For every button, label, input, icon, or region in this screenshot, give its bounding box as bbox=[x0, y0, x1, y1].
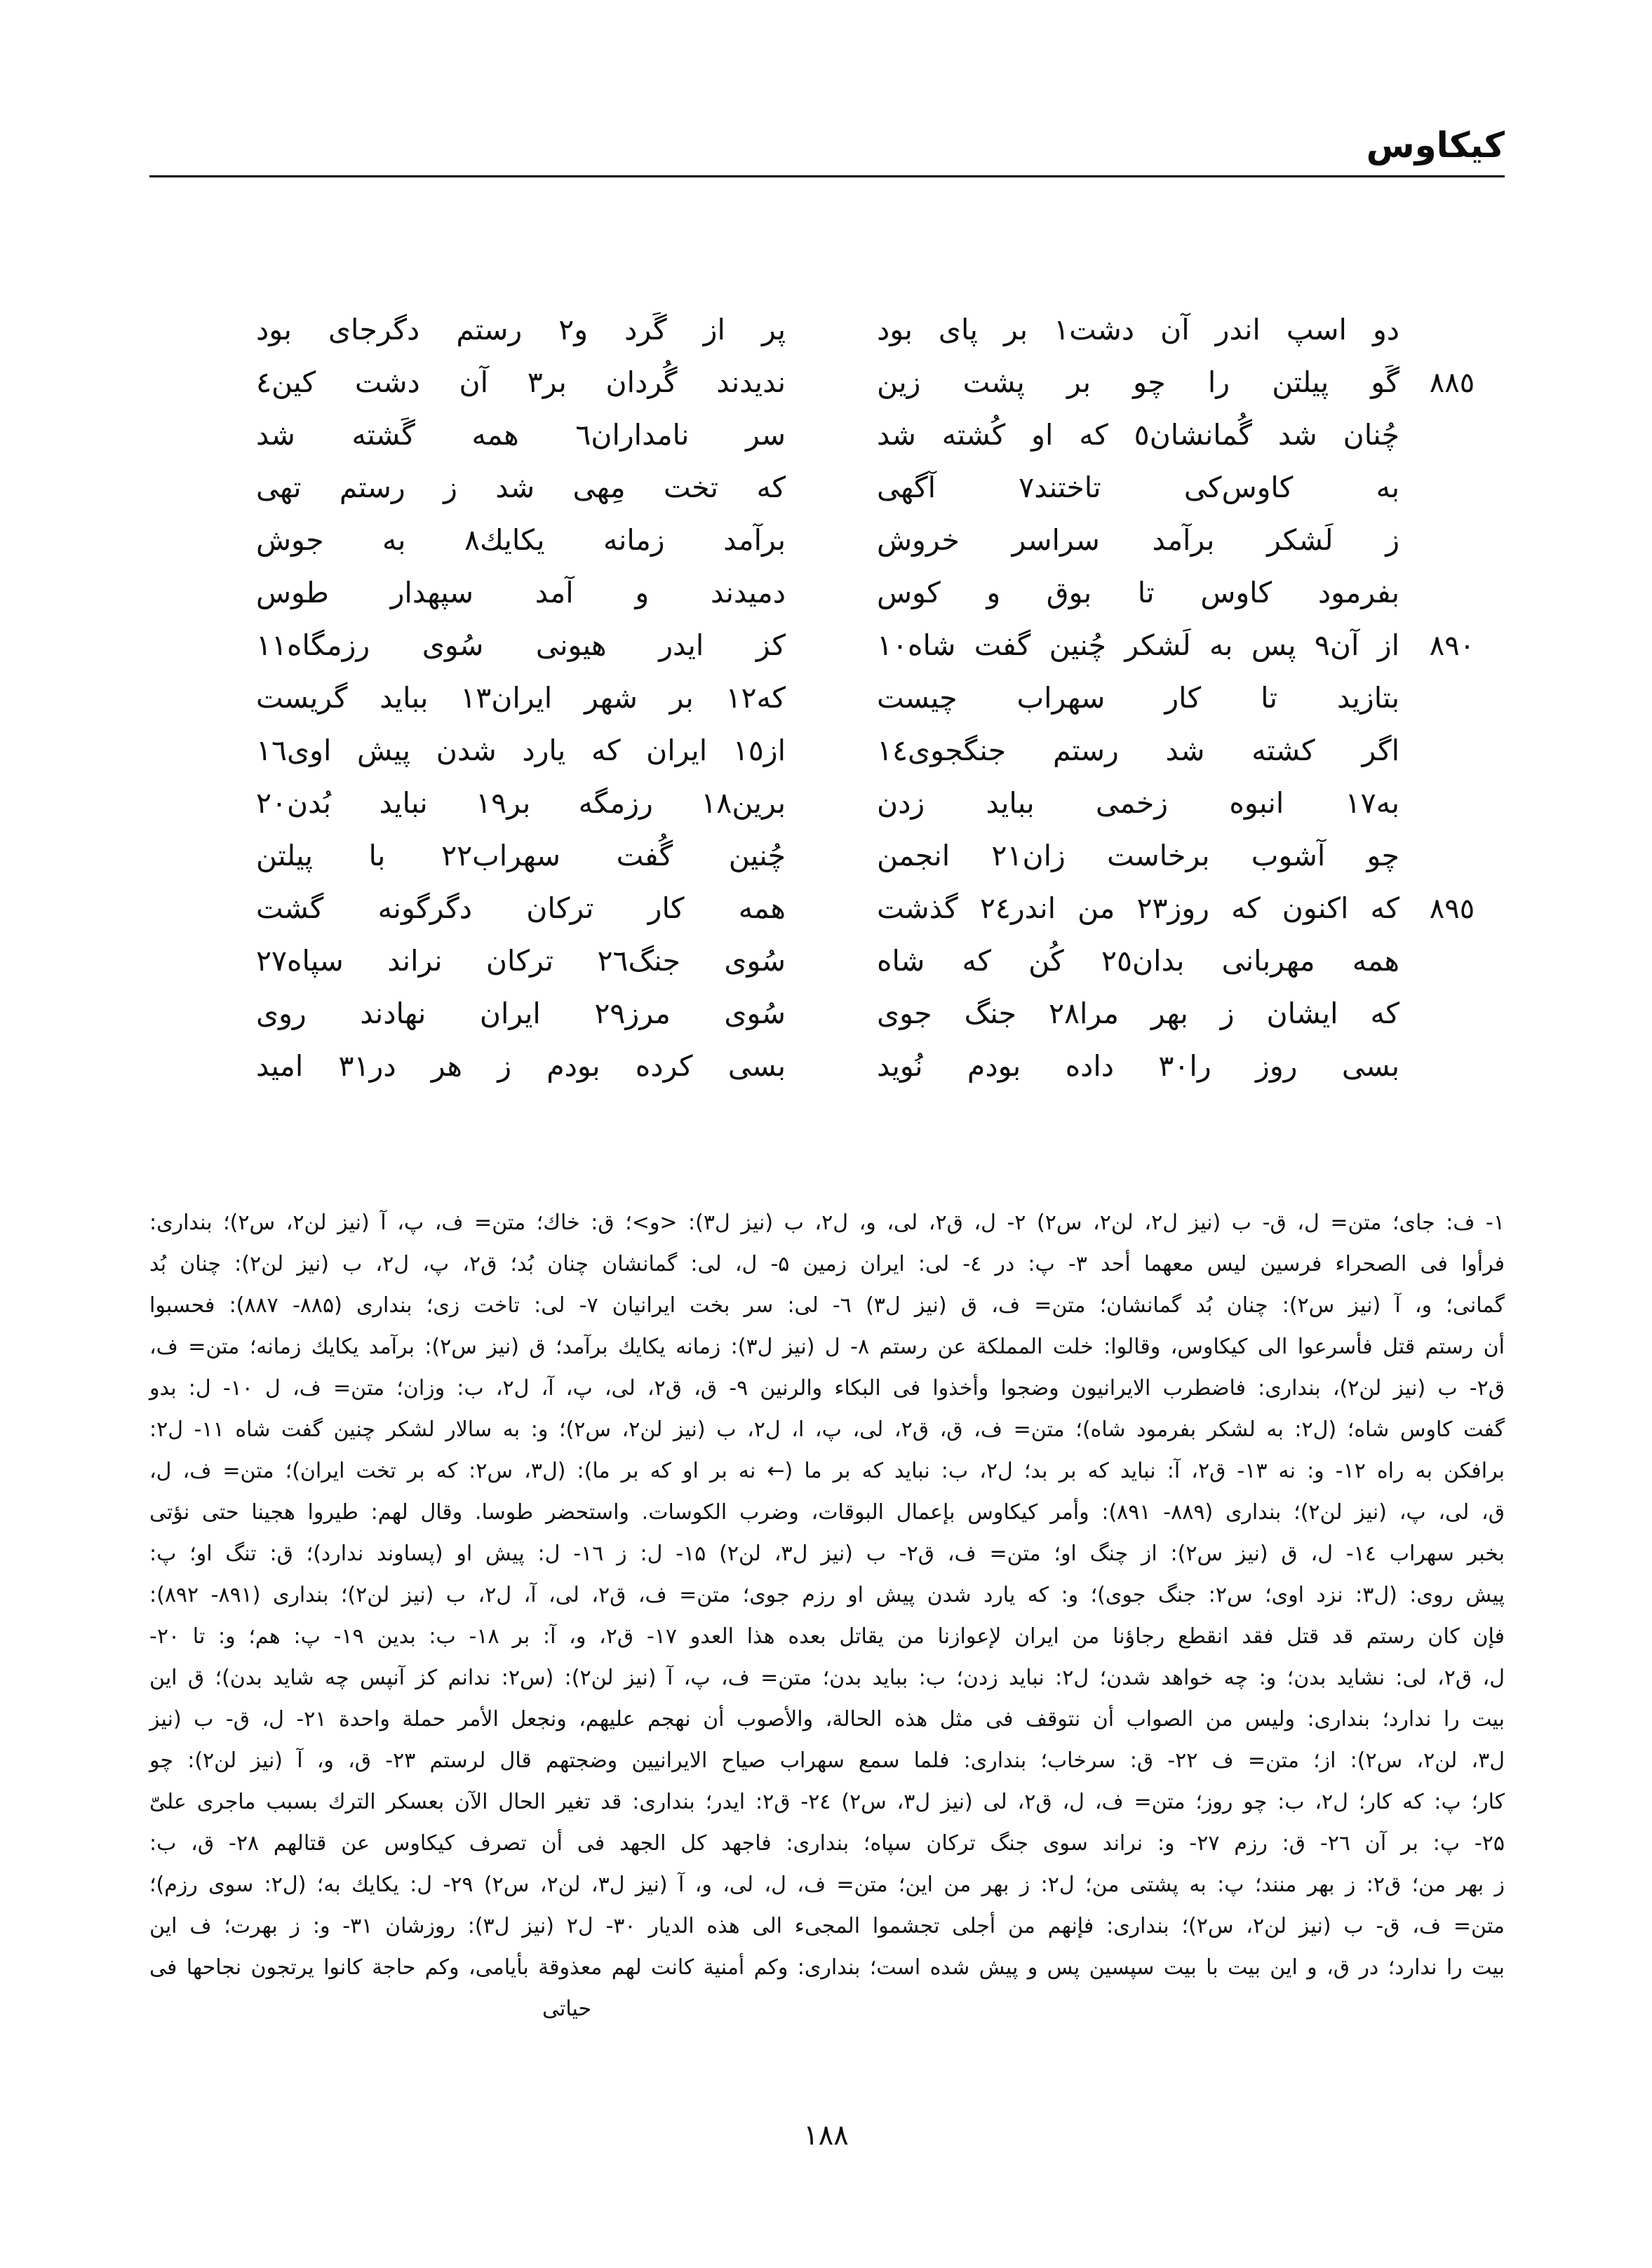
hemistich-second: برآمد زمانه یکایك٨ به جوش bbox=[256, 523, 786, 557]
footnote-line: أن رستم قتل فأسرعوا الی کیکاوس، وقالوا: خلت المملکة عن رستم ۸- ل (نیز ل۳): زمانه یکایك برآمد؛ ق (نیز س۲): برآمد یکایك زمانه؛ متن= ف، bbox=[149, 1335, 1505, 1359]
hemistich-first: چو آشوب برخاست زان٢١ انجمن bbox=[877, 839, 1399, 872]
hemistich-first: گَو پیلتن را چو بر پشت زین bbox=[877, 365, 1399, 399]
verse-row bbox=[149, 997, 1505, 1049]
footnote-line: ۲۵- پ: بر آن ۲٦- ق: رزم ۲۷- و: نراند سوی جنگ ترکان سپاه؛ بنداری: فاجهد کل الجهد فی أن تصرف کیکاوس عن قتالهم ۲۸- ق، ب: bbox=[149, 1831, 1505, 1856]
hemistich-second: که تخت مِهی شد ز رستم تهی bbox=[256, 471, 786, 504]
footnote-line: فإن کان رستم قد قتل فقد انقطع رجاؤنا من ایران لإعوازنا من یقاتل بعده هذا العدو ۱۷- ق۲، و، آ: بر ۱۸- ب: بدین ۱۹- پ: هم؛ و: تا ۲۰- bbox=[149, 1624, 1505, 1649]
hemistich-first: از آن٩ پس به لَشکر چُنین گفت شاه١٠ bbox=[877, 628, 1399, 662]
hemistich-second: بسی کرده بودم ز هر در٣١ امید bbox=[256, 1049, 786, 1083]
verse-row bbox=[149, 523, 1505, 576]
hemistich-second: کز ایدر هیونی سُوی رزمگاه١١ bbox=[256, 628, 786, 662]
hemistich-second: از١٥ ایران که یارد شدن پیش اوی١٦ bbox=[256, 734, 786, 767]
hemistich-second: سُوی مرز٢٩ ایران نهادند روی bbox=[256, 997, 786, 1030]
verse-row bbox=[149, 313, 1505, 365]
hemistich-first: ز لَشکر برآمد سراسر خروش bbox=[877, 523, 1399, 557]
verse-row bbox=[149, 365, 1505, 418]
footnote-line: متن= ف، ق- ب (نیز لن۲، س۲)؛ بنداری: فإنهم من أجلی تجشموا المجیء الی هذه الدیار ۳۰- ل۲ (نیز ل۳): روزشان ۳۱- و: ز بهرت؛ ف این bbox=[149, 1914, 1505, 1938]
verse-row bbox=[149, 1049, 1505, 1102]
footnote-line: ق۲- ب (نیز لن۲)، بنداری: فاضطرب الایرانیون وضجوا وأخذوا فی البکاء والرنین ۹- ق، ق۲، لی، پ، آ، ل۲، ب: وزان؛ متن= ف، ل ۱۰- ل: بدو bbox=[149, 1376, 1505, 1400]
footnote-line: ق، لی، پ، (نیز لن۲)؛ بنداری (۸۸۹- ۸۹۱): وأمر کیکاوس بإعمال البوقات، وضرب الکوسات. واستحضر طوسا. وقال لهم: طیروا هجینا حتی نؤتی bbox=[149, 1500, 1505, 1525]
footnote-line: بخبر سهراب ۱٤- ل، ق (نیز س۲): از چنگ او؛ متن= ف، ق۲- ب (نیز ل۳، لن۲) ۱۵- ل: ز ۱٦- ل: پیش او (پساوند ندارد)؛ ق: تنگ او؛ پ: bbox=[149, 1541, 1505, 1566]
hemistich-second: دمیدند و آمد سپهدار طوس bbox=[256, 576, 786, 609]
verse-row bbox=[149, 944, 1505, 997]
verse-row bbox=[149, 839, 1505, 891]
footnote-line: ل، ق۲، لی: نشاید بدن؛ و: چه خواهد شدن؛ ل۲: نباید زدن؛ ب: بباید بدن؛ متن= ف، پ، آ (نیز لن۲): (س۲: ندانم کز آنپس چه شاید بدن)؛ ق این bbox=[149, 1666, 1505, 1690]
hemistich-first: به١٧ انبوه زخمی بباید زدن bbox=[877, 786, 1399, 820]
footnote-line: بیت را ندارد؛ بنداری: ولیس من الصواب أن نتوقف فی مثل هذه الحالة، والأصوب أن نهجم علیهم، ونجعل الأمر حملة واحدة ۲۱- ل، ق- ب (نیز bbox=[149, 1707, 1505, 1732]
footnote-line: پیش روی: (ل۳: نزد اوی؛ س۲: جنگ جوی)؛ و: که یارد شدن پیش او رزم جوی؛ متن= ف، ق۲، لی، آ، ل۲، ب (نیز لن۲)؛ بنداری (۸۹۱- ۸۹۲): bbox=[149, 1583, 1505, 1607]
footnote-line: حیاتی bbox=[542, 1997, 592, 2021]
hemistich-second: ندیدند گُردان بر٣ آن دشت کین٤ bbox=[256, 365, 786, 399]
hemistich-second: همه کار ترکان دگرگونه گشت bbox=[256, 891, 786, 925]
hemistich-first: که اکنون که روز٢٣ من اندر٢٤ گذشت bbox=[877, 891, 1399, 925]
verse-row bbox=[149, 734, 1505, 786]
verse-row bbox=[149, 576, 1505, 628]
critical-apparatus bbox=[149, 1202, 1505, 2030]
verse-number: ٨٩٥ bbox=[1429, 893, 1475, 925]
header-rule bbox=[149, 175, 1505, 177]
poem-block bbox=[149, 313, 1505, 1102]
verse-number: ٨٨٥ bbox=[1429, 367, 1475, 399]
hemistich-first: دو اسپ اندر آن دشت١ بر پای بود bbox=[877, 313, 1399, 346]
verse-row bbox=[149, 891, 1505, 944]
page-number: ١٨٨ bbox=[803, 2119, 849, 2152]
footnote-line: گفت کاوس شاه؛ (ل۲: به لشکر بفرمود شاه)؛ متن= ف، ق، ق۲، لی، پ، ا، ل۲، ب (نیز لن۲، س۲)؛ و: به سالار لشکر چنین گفت شاه ۱۱- ل۲: bbox=[149, 1417, 1505, 1442]
hemistich-first: بفرمود کاوس تا بوق و کوس bbox=[877, 576, 1399, 609]
footnote-line: فرأوا فی الصحراء فرسین لیس معهما أحد ۳- پ: در ٤- لی: ایران زمین ۵- ل، لی: گمانشان چنان بُد؛ ق۲، پ، ل۲، ب (نیز لن۲): چنان بُد bbox=[149, 1252, 1505, 1276]
footnote-line: بیت را ندارد؛ در ق، و این بیت با بیت سپسین پس و پیش شده است؛ بنداری: وکم أمنیة کانت لهم معذوقة بأیامی، وکم حاجة کانوا یرتجون نجاحها فی bbox=[149, 1955, 1505, 1980]
verse-row bbox=[149, 471, 1505, 523]
hemistich-first: بتازید تا کار سهراب چیست bbox=[877, 681, 1399, 715]
verse-number: ٨٩٠ bbox=[1429, 630, 1475, 662]
footnote-line: کار؛ پ: که کار؛ ل۲، ب: چو روز؛ متن= ف، ل، ق۲، لی (نیز ل۳، س۲) ۲٤- ق۲: ایدر؛ بنداری: قد تغیر الحال الآن بعسکر الترك بسبب ماجری علیّ bbox=[149, 1790, 1505, 1814]
hemistich-second: که١٢ بر شهر ایران١٣ بباید گریست bbox=[256, 681, 786, 715]
verse-row bbox=[149, 628, 1505, 681]
verse-row bbox=[149, 786, 1505, 839]
hemistich-first: به کاوس‌کی تاختند٧ آگهی bbox=[877, 471, 1399, 504]
running-head-title: کیکاوس bbox=[1366, 125, 1505, 166]
footnote-line: ز بهر من؛ ق۲: ز بهر منند؛ پ: به پشتی من؛ ل۲: ز بهر من این؛ متن= ف، ل، لی، و، آ (نیز ل۳، لن۲، س۲) ۲۹- ل: یکایك به؛ (ل۲: سوی رزم)؛ bbox=[149, 1872, 1505, 1897]
hemistich-second: برین١٨ رزمگه بر١٩ نباید بُدن٢٠ bbox=[256, 786, 786, 820]
hemistich-first: بسی روز را٣٠ داده بودم نُوید bbox=[877, 1049, 1399, 1083]
hemistich-second: سر نامداران٦ همه گَشته شد bbox=[256, 418, 786, 452]
page-content bbox=[149, 0, 1505, 2030]
hemistich-first: اگر کشته شد رستم جنگجوی١٤ bbox=[877, 734, 1399, 767]
verse-row bbox=[149, 418, 1505, 471]
hemistich-second: سُوی جنگ٢٦ ترکان نراند سپاه٢٧ bbox=[256, 944, 786, 978]
hemistich-second: چُنین گُفت سهراب٢٢ با پیلتن bbox=[256, 839, 786, 872]
footnote-line: ل۳، لن۲، س۲): از؛ متن= ف ۲۲- ق: سرخاب؛ بنداری: فلما سمع سهراب صیاح الایرانیین وضجتهم قال لرستم ۲۳- ق، و، آ (نیز لن۲): چو bbox=[149, 1748, 1505, 1773]
verse-row bbox=[149, 681, 1505, 734]
hemistich-first: چُنان شد گُمانشان٥ که او کُشته شد bbox=[877, 418, 1399, 452]
hemistich-second: پر از گَرد و٢ رستم دگرجای بود bbox=[256, 313, 786, 346]
hemistich-first: همه مهربانی بدان٢٥ کُن که شاه bbox=[877, 944, 1399, 978]
footnote-line: ۱- ف: جای؛ متن= ل، ق- ب (نیز ل۲، لن۲، س۲) ۲- ل، ق۲، لی، و، ل۲، ب (نیز ل۳): <و>؛ ق: خاك؛ متن= ف، پ، آ (نیز لن۲، س۲)؛ بنداری: bbox=[149, 1210, 1505, 1235]
hemistich-first: که ایشان ز بهر مرا٢٨ جنگ جوی bbox=[877, 997, 1399, 1030]
footnote-line: برافکن به راه ۱۲- و: نه ۱۳- ق۲، آ: نباید که بر بد؛ ل۲، ب: نباید که بر ما (← نه بر او که بر ما): (ل۳، س۲: که بر تخت ایران)؛ متن= ف، ل، bbox=[149, 1459, 1505, 1483]
footnote-line: گمانی؛ و، آ (نیز س۲): چنان بُد گمانشان؛ متن= ف، ق (نیز ل۳) ٦- لی: سر بخت ایرانیان ۷- لی: تاخت زی؛ بنداری (۸۸۵- ۸۸۷): فحسبوا bbox=[149, 1293, 1505, 1318]
